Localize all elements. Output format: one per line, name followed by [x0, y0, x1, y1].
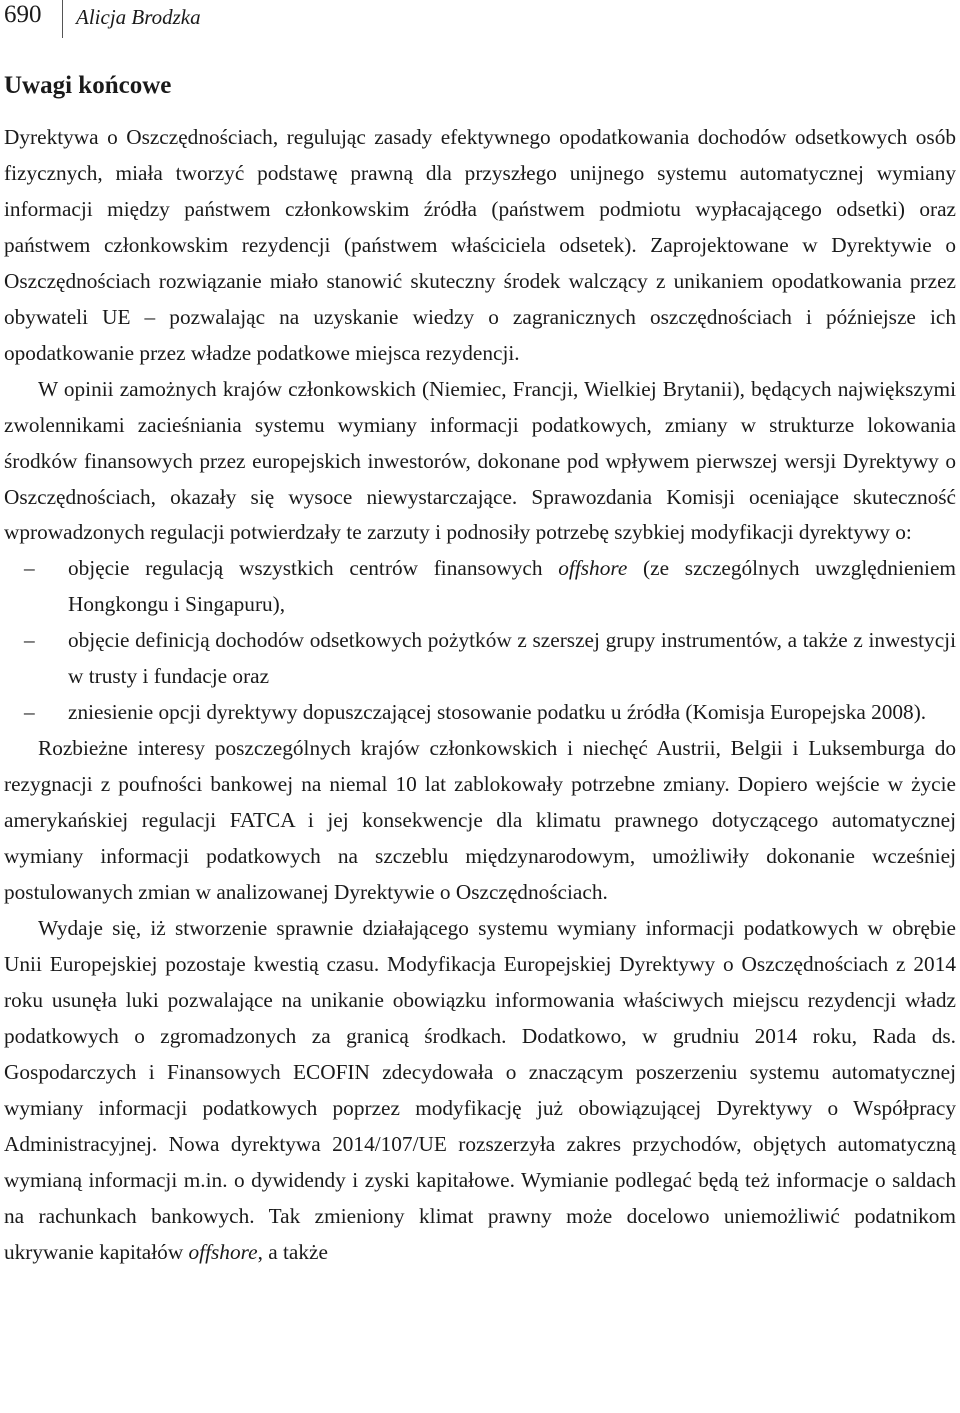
- paragraph-4-text-end: , a także: [257, 1239, 328, 1264]
- dash-bullet: –: [24, 556, 35, 581]
- paragraph-2: W opinii zamożnych krajów członkowskich (Niemiec, Francji, Wielkiej Brytanii), będących największymi zwolennikami zacieśniania systemu wymiany informacji podatkowych, zmiany w strukturze lokowania środków finansowych przez europejskich inwestorów, dokonane pod wpływem pierwszej wersji Dyrektywy o Oszczędnościach, okazały się wysoce niewystarczające. Sprawozdania Komisji oceniające skuteczność wprowadzonych regulacji potwierdzały te zarzuty i podnosiły potrzebę szybkiej modyfikacji dyrektywy o:: [4, 376, 956, 545]
- paragraph-4-text: Wydaje się, iż stworzenie sprawnie działającego systemu wymiany informacji podatkowych w obrębie Unii Europejskiej pozostaje kwestią czasu. Modyfikacja Europejskiej Dyrektywy o Oszczędnościach z 2014 roku usunęła luki pozwalające na unikanie obowiązku informowania właściwych miejscu rezydencji władz podatkowych o zgromadzonych za granicą środkach. Dodatkowo, w grudniu 2014 roku, Rada ds. Gospodarczych i Finansowych ECOFIN zdecydowała o znaczącym poszerzeniu systemu automatycznej wymiany informacji podatkowych poprzez modyfikację już obowiązującej Dyrektywy o Współpracy Administracyjnej. Nowa dyrektywa 2014/107/UE rozszerzyła zakres przychodów, objętych automatyczną wymianą informacji m.in. o dywidendy i zyski kapitałowe. Wymianie podlegać będą też informacje o saldach na rachunkach bankowych. Tak zmieniony klimat prawny może docelowo uniemożliwić podatnikom ukrywanie kapitałów: [4, 915, 956, 1264]
- list-item: [4, 623, 956, 695]
- page-number: 690: [4, 1, 42, 28]
- section-heading: Uwagi końcowe: [4, 72, 172, 99]
- dash-bullet: –: [24, 700, 35, 725]
- body-text: [4, 120, 956, 1271]
- list-item-text: objęcie regulacją wszystkich centrów finansowych: [68, 556, 559, 581]
- running-head: [0, 0, 960, 40]
- header-divider: [62, 0, 63, 38]
- paragraph-1: Dyrektywa o Oszczędnościach, regulując zasady efektywnego opodatkowania dochodów odsetkowych osób fizycznych, miała tworzyć podstawę prawną dla przyszłego unijnego systemu automatycznej wymiany informacji między państwem członkowskim źródła (państwem podmiotu wypłacającego odsetki) oraz państwem członkowskim rezydencji (państwem właściciela odsetek). Zaprojektowane w Dyrektywie o Oszczędnościach rozwiązanie miało stanowić skuteczny środek walczący z unikaniem opodatkowania przez obywateli UE – pozwalając na uzyskanie wiedzy o zagranicznych oszczędnościach i późniejsze ich opodatkowanie przez władze podatkowe miejsca rezydencji.: [4, 125, 956, 365]
- list-item-text: zniesienie opcji dyrektywy dopuszczającej stosowanie podatku u źródła (Komisja Europejska 2008).: [68, 700, 927, 725]
- paragraph-4: [4, 911, 956, 1271]
- list-item-text: objęcie definicją dochodów odsetkowych pożytków z szerszej grupy instrumentów, a także z inwestycji w trusty i fundacje oraz: [68, 628, 956, 689]
- dash-list: [4, 551, 956, 731]
- list-item: [4, 551, 956, 623]
- list-item: [4, 695, 956, 731]
- list-item-text: (ze szczególnych uwzględnieniem Hongkongu i Singapuru),: [68, 556, 956, 617]
- paragraph-3: Rozbieżne interesy poszczególnych krajów członkowskich i niechęć Austrii, Belgii i Luksemburga do rezygnacji z poufności bankowej na niemal 10 lat zablokowały potrzebne zmiany. Dopiero wejście w życie amerykańskiej regulacji FATCA i jej konsekwencje dla klimatu prawnego dotyczącego automatycznej wymiany informacji podatkowych na szczeblu międzynarodowym, umożliwiły dokonanie wcześniej postulowanych zmian w analizowanej Dyrektywie o Oszczędnościach.: [4, 736, 956, 905]
- list-item-emphasis: offshore: [558, 556, 628, 581]
- paragraph-4-emphasis: offshore: [188, 1239, 258, 1264]
- dash-bullet: –: [24, 628, 35, 653]
- running-author: Alicja Brodzka: [76, 5, 201, 29]
